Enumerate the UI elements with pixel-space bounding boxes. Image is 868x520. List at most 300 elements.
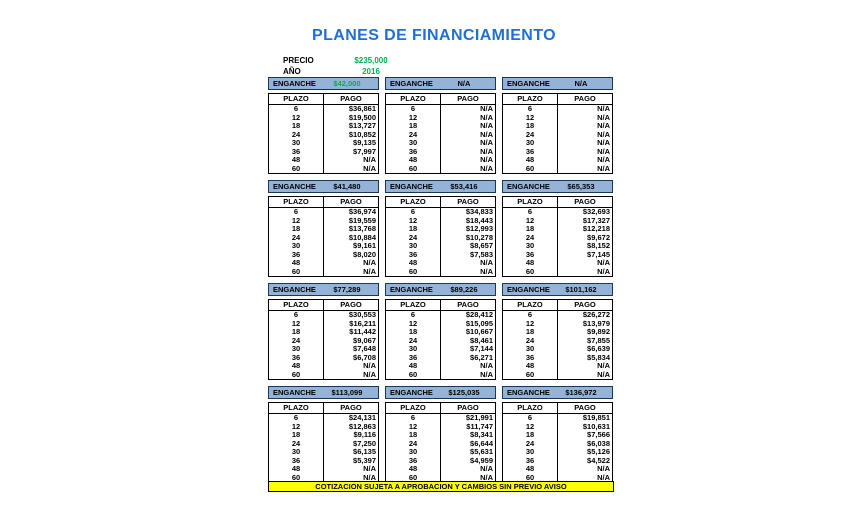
enganche-label: ENGANCHE [273, 388, 316, 397]
plan-row [269, 148, 379, 157]
pago-value: $11,442 [349, 327, 376, 336]
plan-card [268, 283, 379, 380]
plan-row [503, 165, 613, 174]
plan-row [503, 465, 613, 474]
pago-value: $5,397 [353, 455, 376, 465]
pago-value: $6,038 [587, 438, 610, 448]
plan-card [385, 386, 496, 483]
plan-row [386, 457, 496, 466]
pago-value: $16,211 [349, 318, 376, 328]
pago-value: N/A [597, 369, 610, 379]
enganche-value: $41,480 [333, 182, 361, 191]
plan-row [386, 251, 496, 260]
plazo-value: 24 [503, 234, 558, 243]
enganche-value: N/A [457, 79, 471, 88]
plazo-value: 48 [386, 156, 441, 165]
plazo-value: 48 [269, 465, 324, 474]
plazo-value: 36 [269, 354, 324, 363]
plazo-value: 18 [503, 328, 558, 337]
pago-value: $10,884 [348, 232, 376, 242]
plan-table [385, 93, 496, 174]
pago-value: $32,693 [582, 207, 610, 216]
enganche-value: $136,972 [565, 388, 597, 397]
plazo-value: 12 [386, 320, 441, 329]
pago-value: $36,974 [348, 207, 376, 216]
plazo-value: 18 [386, 225, 441, 234]
plazo-value: 36 [503, 251, 558, 260]
plazo-value: 6 [503, 311, 558, 320]
plazo-value: 6 [386, 105, 441, 114]
plazo-value: 12 [386, 423, 441, 432]
plan-rows [503, 311, 613, 380]
plazo-value: 6 [503, 105, 558, 114]
plan-row [386, 131, 496, 140]
pago-value: $10,852 [348, 129, 376, 139]
pago-value: $11,747 [466, 421, 493, 431]
plans-grid [268, 77, 613, 483]
plan-table [385, 299, 496, 380]
plan-table-header-row [269, 300, 379, 311]
plazo-value: 12 [269, 320, 324, 329]
plazo-value: 24 [269, 440, 324, 449]
plan-table [268, 196, 379, 277]
plan-row [269, 156, 379, 165]
plazo-value: 36 [269, 148, 324, 157]
pago-value: $6,644 [470, 438, 493, 448]
plazo-column-header: PLAZO [503, 403, 558, 414]
plan-table-header-row [269, 94, 379, 105]
plazo-value: 6 [503, 208, 558, 217]
plazo-value: 30 [269, 242, 324, 251]
plan-row [503, 268, 613, 277]
pago-value: N/A [597, 112, 610, 122]
precio-row [283, 55, 407, 66]
pago-value: $24,131 [348, 413, 376, 422]
plan-row [503, 362, 613, 371]
plazo-value: 30 [269, 139, 324, 148]
plan-card [268, 386, 379, 483]
plazo-value: 18 [503, 122, 558, 131]
plazo-value: 36 [269, 457, 324, 466]
pago-value: $7,997 [353, 146, 376, 156]
pago-value: $7,144 [470, 344, 493, 353]
pago-value: $9,161 [353, 241, 376, 250]
plan-table-header-row [503, 94, 613, 105]
plan-rows [503, 105, 613, 174]
plazo-value: 6 [269, 414, 324, 423]
pago-value: $6,708 [353, 352, 376, 362]
plan-table-header-row [503, 197, 613, 208]
price-info-block [283, 55, 407, 77]
plazo-column-header: PLAZO [269, 94, 324, 105]
plazo-value: 60 [503, 371, 558, 380]
pago-value: $9,892 [587, 327, 610, 336]
plan-card [268, 180, 379, 277]
plazo-value: 6 [269, 208, 324, 217]
plan-rows [269, 105, 379, 174]
pago-column-header: PAGO [324, 300, 379, 311]
pago-value: $34,833 [465, 207, 493, 216]
plan-row [386, 268, 496, 277]
plazo-value: 30 [386, 242, 441, 251]
enganche-header-bar [385, 180, 496, 193]
enganche-value: $113,099 [331, 388, 363, 397]
plan-row [269, 362, 379, 371]
enganche-header-bar [268, 77, 379, 90]
plan-rows [503, 208, 613, 277]
plazo-value: 30 [269, 345, 324, 354]
pago-value: $5,126 [587, 447, 610, 456]
pago-value: N/A [597, 361, 610, 370]
pago-value: $17,327 [582, 215, 610, 225]
plazo-value: 36 [503, 354, 558, 363]
pago-value: $13,768 [348, 224, 376, 233]
plazo-value: 36 [503, 457, 558, 466]
plazo-column-header: PLAZO [269, 403, 324, 414]
plazo-value: 30 [386, 448, 441, 457]
plazo-value: 30 [269, 448, 324, 457]
plazo-value: 36 [386, 354, 441, 363]
plazo-value: 30 [386, 139, 441, 148]
plazo-value: 36 [503, 148, 558, 157]
pago-value: N/A [480, 472, 493, 482]
plazo-value: 48 [386, 259, 441, 268]
pago-value: $9,672 [587, 232, 610, 242]
plan-row [503, 251, 613, 260]
plazo-value: 48 [503, 156, 558, 165]
enganche-value: $42,000 [333, 79, 361, 88]
plan-row [386, 139, 496, 148]
plan-row [386, 371, 496, 380]
plan-rows [386, 208, 496, 277]
plan-row [269, 465, 379, 474]
plan-table [502, 196, 613, 277]
enganche-header-bar [385, 77, 496, 90]
plazo-value: 24 [386, 337, 441, 346]
enganche-label: ENGANCHE [273, 79, 316, 88]
pago-value: $19,851 [582, 413, 610, 422]
pago-value: N/A [480, 138, 493, 147]
plazo-value: 24 [269, 234, 324, 243]
enganche-header-bar [502, 180, 613, 193]
plan-row [386, 105, 496, 114]
pago-column-header: PAGO [441, 94, 496, 105]
plazo-value: 18 [269, 225, 324, 234]
plazo-column-header: PLAZO [386, 94, 441, 105]
pago-value: N/A [363, 163, 376, 173]
plan-row [269, 457, 379, 466]
pago-value: N/A [363, 361, 376, 370]
plan-row [503, 122, 613, 131]
pago-value: $30,553 [348, 310, 376, 319]
plazo-value: 12 [269, 217, 324, 226]
pago-value: $8,020 [353, 249, 376, 259]
enganche-label: ENGANCHE [390, 182, 433, 191]
pago-value: N/A [480, 129, 493, 139]
enganche-label: ENGANCHE [273, 285, 316, 294]
plazo-value: 18 [386, 431, 441, 440]
plan-table [385, 196, 496, 277]
plan-row [503, 114, 613, 123]
plazo-value: 48 [269, 362, 324, 371]
pago-value: N/A [480, 112, 493, 122]
plan-row [386, 156, 496, 165]
pago-value: $5,631 [470, 447, 493, 456]
pago-value: $8,461 [470, 335, 493, 345]
pago-value: N/A [363, 258, 376, 267]
plazo-value: 60 [386, 371, 441, 380]
plazo-value: 60 [386, 165, 441, 174]
pago-value: N/A [363, 155, 376, 164]
plan-card [502, 180, 613, 277]
plan-rows [503, 414, 613, 483]
plazo-column-header: PLAZO [386, 300, 441, 311]
enganche-label: ENGANCHE [390, 79, 433, 88]
plan-rows [269, 414, 379, 483]
plazo-value: 12 [503, 217, 558, 226]
pago-column-header: PAGO [324, 403, 379, 414]
enganche-header-bar [268, 180, 379, 193]
pago-value: N/A [597, 155, 610, 164]
plan-row [503, 259, 613, 268]
plan-table [502, 299, 613, 380]
plazo-value: 18 [386, 328, 441, 337]
pago-value: $4,522 [587, 455, 610, 465]
plazo-value: 60 [503, 474, 558, 483]
enganche-header-bar [268, 386, 379, 399]
plan-row [503, 148, 613, 157]
pago-column-header: PAGO [558, 197, 613, 208]
pago-value: $28,412 [465, 310, 493, 319]
plan-table-header-row [503, 300, 613, 311]
pago-value: $5,834 [587, 352, 610, 362]
enganche-label: ENGANCHE [507, 182, 550, 191]
pago-value: N/A [480, 104, 493, 113]
plazo-value: 12 [503, 320, 558, 329]
pago-value: $6,639 [587, 344, 610, 353]
plazo-value: 24 [386, 131, 441, 140]
pago-value: $7,250 [353, 438, 376, 448]
pago-value: N/A [480, 266, 493, 276]
enganche-label: ENGANCHE [507, 388, 550, 397]
pago-value: N/A [480, 121, 493, 130]
plan-table [502, 93, 613, 174]
plazo-column-header: PLAZO [269, 300, 324, 311]
plazo-value: 48 [503, 259, 558, 268]
pago-value: $36,861 [348, 104, 376, 113]
enganche-header-bar [385, 386, 496, 399]
anio-label: AÑO [283, 67, 301, 76]
plan-table-header-row [269, 197, 379, 208]
pago-value: N/A [480, 361, 493, 370]
pago-value: N/A [363, 266, 376, 276]
pago-value: $13,979 [582, 318, 610, 328]
pago-value: $7,145 [587, 249, 610, 259]
plazo-column-header: PLAZO [503, 94, 558, 105]
pago-column-header: PAGO [441, 300, 496, 311]
plazo-column-header: PLAZO [269, 197, 324, 208]
plazo-value: 60 [386, 268, 441, 277]
plazo-value: 24 [386, 234, 441, 243]
plazo-value: 18 [269, 122, 324, 131]
enganche-label: ENGANCHE [390, 285, 433, 294]
plan-row [269, 371, 379, 380]
pago-value: $8,657 [470, 241, 493, 250]
enganche-header-bar [268, 283, 379, 296]
plazo-value: 12 [503, 423, 558, 432]
enganche-value: N/A [574, 79, 588, 88]
page-title: PLANES DE FINANCIAMIENTO [312, 27, 556, 44]
plazo-column-header: PLAZO [386, 403, 441, 414]
pago-value: N/A [597, 138, 610, 147]
plazo-value: 60 [269, 268, 324, 277]
plazo-value: 18 [269, 328, 324, 337]
enganche-label: ENGANCHE [390, 388, 433, 397]
plazo-value: 30 [503, 448, 558, 457]
plazo-value: 48 [386, 362, 441, 371]
pago-value: $12,218 [582, 224, 610, 233]
plazo-value: 36 [386, 457, 441, 466]
pago-value: $9,135 [353, 138, 376, 147]
plan-table [385, 402, 496, 483]
precio-value: $235,000 [354, 56, 388, 65]
pago-value: N/A [480, 163, 493, 173]
plan-row [503, 131, 613, 140]
plazo-value: 30 [503, 139, 558, 148]
pago-column-header: PAGO [558, 403, 613, 414]
plan-card [385, 180, 496, 277]
pago-value: N/A [597, 472, 610, 482]
enganche-header-bar [502, 283, 613, 296]
plan-row [269, 259, 379, 268]
plan-table-header-row [386, 403, 496, 414]
pago-column-header: PAGO [324, 197, 379, 208]
pago-value: $4,959 [470, 455, 493, 465]
plazo-value: 24 [269, 131, 324, 140]
plan-row [386, 362, 496, 371]
pago-value: $6,135 [353, 447, 376, 456]
plazo-value: 18 [386, 122, 441, 131]
enganche-value: $101,162 [565, 285, 597, 294]
enganche-header-bar [502, 386, 613, 399]
pago-column-header: PAGO [441, 197, 496, 208]
enganche-label: ENGANCHE [507, 285, 550, 294]
plan-row [503, 139, 613, 148]
plazo-value: 6 [269, 311, 324, 320]
plazo-value: 30 [386, 345, 441, 354]
plan-row [386, 148, 496, 157]
plazo-value: 6 [386, 414, 441, 423]
plazo-value: 36 [386, 148, 441, 157]
pago-value: $7,583 [470, 249, 493, 259]
plan-row [269, 268, 379, 277]
plazo-value: 48 [503, 362, 558, 371]
pago-value: N/A [480, 464, 493, 473]
enganche-header-bar [502, 77, 613, 90]
plazo-value: 60 [386, 474, 441, 483]
plan-table-header-row [503, 403, 613, 414]
pago-value: $13,727 [348, 121, 376, 130]
pago-value: N/A [597, 146, 610, 156]
pago-value: $8,152 [587, 241, 610, 250]
plazo-value: 12 [386, 217, 441, 226]
plazo-value: 18 [503, 431, 558, 440]
pago-value: $26,272 [582, 310, 610, 319]
pago-value: N/A [597, 104, 610, 113]
plazo-value: 6 [386, 208, 441, 217]
plazo-value: 18 [269, 431, 324, 440]
plan-row [503, 371, 613, 380]
plan-row [269, 165, 379, 174]
pago-value: $10,631 [582, 421, 610, 431]
enganche-value: $77,289 [333, 285, 361, 294]
pago-value: N/A [480, 146, 493, 156]
enganche-value: $53,416 [450, 182, 478, 191]
plan-table-header-row [269, 403, 379, 414]
plazo-value: 60 [503, 268, 558, 277]
plazo-value: 30 [503, 242, 558, 251]
footer-notice: COTIZACION SUJETA A APROBACION Y CAMBIOS SIN PREVIO AVISO [268, 481, 614, 492]
pago-value: $7,566 [587, 430, 610, 439]
plan-card [502, 77, 613, 174]
plazo-value: 48 [269, 259, 324, 268]
plan-card [385, 77, 496, 174]
plazo-column-header: PLAZO [503, 197, 558, 208]
plazo-value: 12 [269, 114, 324, 123]
pago-column-header: PAGO [558, 300, 613, 311]
plazo-value: 48 [503, 465, 558, 474]
plan-table-header-row [386, 197, 496, 208]
pago-value: $7,855 [587, 335, 610, 345]
plan-table-header-row [386, 94, 496, 105]
pago-value: N/A [480, 369, 493, 379]
precio-label: PRECIO [283, 56, 314, 65]
plazo-value: 48 [386, 465, 441, 474]
plazo-value: 24 [386, 440, 441, 449]
plan-rows [386, 311, 496, 380]
plan-row [503, 105, 613, 114]
plazo-value: 24 [503, 337, 558, 346]
pago-value: N/A [597, 258, 610, 267]
plazo-value: 6 [269, 105, 324, 114]
pago-value: $10,667 [465, 327, 493, 336]
pago-value: N/A [597, 163, 610, 173]
enganche-value: $125,035 [448, 388, 480, 397]
pago-value: N/A [597, 129, 610, 139]
enganche-value: $89,226 [450, 285, 478, 294]
anio-value: 2016 [362, 67, 380, 76]
pago-value: $12,863 [348, 421, 376, 431]
pago-value: $15,095 [465, 318, 493, 328]
pago-value: N/A [480, 155, 493, 164]
enganche-value: $65,353 [567, 182, 595, 191]
pago-value: N/A [480, 258, 493, 267]
plan-row [386, 165, 496, 174]
pago-value: $8,341 [470, 430, 493, 439]
pago-value: $21,991 [465, 413, 493, 422]
plazo-value: 60 [269, 165, 324, 174]
pago-value: $19,500 [348, 112, 376, 122]
plan-row [503, 156, 613, 165]
plan-row [386, 465, 496, 474]
plazo-value: 18 [503, 225, 558, 234]
pago-value: N/A [363, 369, 376, 379]
pago-column-header: PAGO [324, 94, 379, 105]
plan-table [268, 299, 379, 380]
plan-table-header-row [386, 300, 496, 311]
pago-value: N/A [597, 464, 610, 473]
pago-value: $18,443 [465, 215, 493, 225]
